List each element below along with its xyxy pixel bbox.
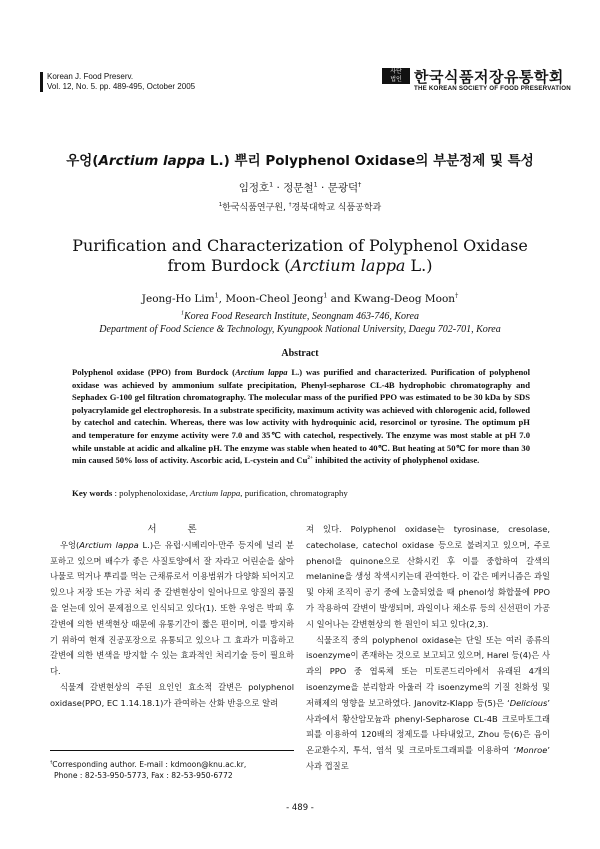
english-title: Purification and Characterization of Polyphenol Oxidase from Burdock (Arctium lappa L.) — [72, 236, 528, 275]
section-heading: 서 론 — [147, 524, 211, 535]
paragraph: 우엉(Arctium lappa L.)은 유럽·시베리아·만주 등지에 널리 분포하고 있으며 배수가 좋은 사질토양에서 잘 자라고 어린순을 삶아 나물로 먹거나 뿌리를 먹는 근채류로서 이용범위가 다양화 되어지고 있으나 저장 또는 가공 처리 중 갈변현상이 일어나므로 양질의 품질을 얻는데 있어 문제점으로 인식되고 있다(1). 또한 우엉은 박피 후 갈변에 의한 변색현상 때문에 유통기간이 짧은 편이며, 이를 방지하기 위하여 현재 진공포장으로 유통되고 있으나 그 효과가 미흡하고 갈변에 의한 변색을 방지할 수 있는 효과적인 처리기술 등이 필요하다. — [50, 539, 294, 677]
right-column — [306, 522, 550, 775]
keywords: Key words : polyphenoloxidase, Arctium lappa, purification, chromatography — [72, 488, 348, 498]
journal-citation — [40, 72, 195, 92]
paragraph: 식물조직 중의 polyphenol oxidase는 단일 또는 여러 종류의 isoenzyme이 존재하는 것으로 보고되고 있으며, Harel 등(4)은 사과의 PPO 중 엽록체 또는 미토콘드리아에서 유래된 4개의 isoenzyme을 분리함과 아울러 각 isoenzyme의 기질 친화성 및 저해제의 영향을 보고하였다. Janovitz-Klapp 등(5)은 ‘Delicious’ 사과에서 황산암모늄과 phenyl-Sepharose CL-4B 크로마토그래피를 이용하여 120배의 정제도를 나타내었고, Zhou 등(6)은 음이온교환수지, 투석, 염석 및 크로마토그래피를 이용하여 ‘Monroe’ 사과 껍질로 — [306, 634, 550, 771]
page-number: - 489 - — [286, 803, 314, 813]
abstract-heading: Abstract — [281, 348, 319, 359]
korean-title: 우엉(Arctium lappa L.) 뿌리 Polyphenol Oxidase의 부분정제 및 특성 — [66, 153, 534, 169]
english-affiliation-2: Department of Food Science & Technology, Kyungpook National University, Daegu 702-701, Korea — [99, 324, 501, 335]
paragraph: 져 있다. Polyphenol oxidase는 tyrosinase, cresolase, catecholase, catechol oxidase 등으로 불려지고 있으며, 주로 phenol을 quinone으로 산화시킨 후 이를 중합하여 갈색의 melanine을 생성 착색시키는데 관여한다. 이 같은 메커니즘은 과일 및 야채 조직이 공기 중에 노출되었을 때 phenol성 화합물에 PPO가 작용하여 갈변이 발생되며, 과일이나 채소류 등의 신선편이 가공 시 일어나는 갈변현상의 한 원인이 되고 있다(2,3). — [306, 524, 550, 629]
journal-volume: Vol. 12, No. 5. pp. 489-495, October 2005 — [40, 82, 195, 92]
english-authors: Jeong-Ho Lim$^1$, Moon-Cheol Jeong$^1$ and Kwang-Deog Moon† — [141, 292, 459, 305]
paragraph: 식물계 갈변현상의 주된 요인인 효소적 갈변은 polyphenol oxidase(PPO, EC 1.14.18.1)가 관여하는 산화 반응으로 알려 — [50, 681, 294, 708]
abstract-text: Polyphenol oxidase (PPO) from Burdock (Arctium lappa L.) was purified and characterized. Purification of polyphenol oxidase was achieved by ammonium sulfate precipitation, Phenyl-sepharose CL-4B hydrophobic chromatography and Sephadex G-100 gel filtration chromatography. The molecular mass of the purified PPO was estimated to be 30 kDa by SDS polyacrylamide gel electrophoresis. In a substrate specificity, maximum activity was achieved with chlorogenic acid, followed by catechol and catechin. Whereas, there was low activity with hydroquinic acid, resorcinol or tyrosine. The optimum pH and temperature for enzyme activity were 7.0 and 35℃ with catechol, respectively. The enzyme was most stable at pH 7.0 while unstable at acidic and alkaline pH. The enzyme was stable when heated to 40℃. But heating at 50℃ for more than 30 min caused 50% loss of activity. Ascorbic acid, L-cystein and $Cu^{2+}$ inhibited the activity of pholyphenol oxidase. — [72, 367, 530, 466]
korean-authors: 임정호$^1$ · 정문철$^1$ · 문광덕† — [238, 181, 362, 194]
korean-affiliations: $^1$한국식품연구원, †경북대학교 식품공학과 — [218, 202, 382, 213]
left-column — [50, 522, 294, 712]
logo-korean-name: 한국식품저장유통학회 — [414, 68, 564, 86]
society-logo — [382, 66, 572, 94]
logo-seal: 사단 법인 — [382, 68, 410, 84]
corresponding-footnote: †Corresponding author. E-mail : kdmoon@knu.ac.kr, Phone : 82-53-950-5773, Fax : 82-53-950-6772 — [50, 750, 294, 781]
journal-name: Korean J. Food Preserv. — [40, 72, 195, 82]
logo-english-name: THE KOREAN SOCIETY OF FOOD PRESERVATION — [414, 85, 571, 92]
english-affiliation-1: $^1$Korea Food Research Institute, Seongnam 463-746, Korea — [181, 310, 419, 322]
